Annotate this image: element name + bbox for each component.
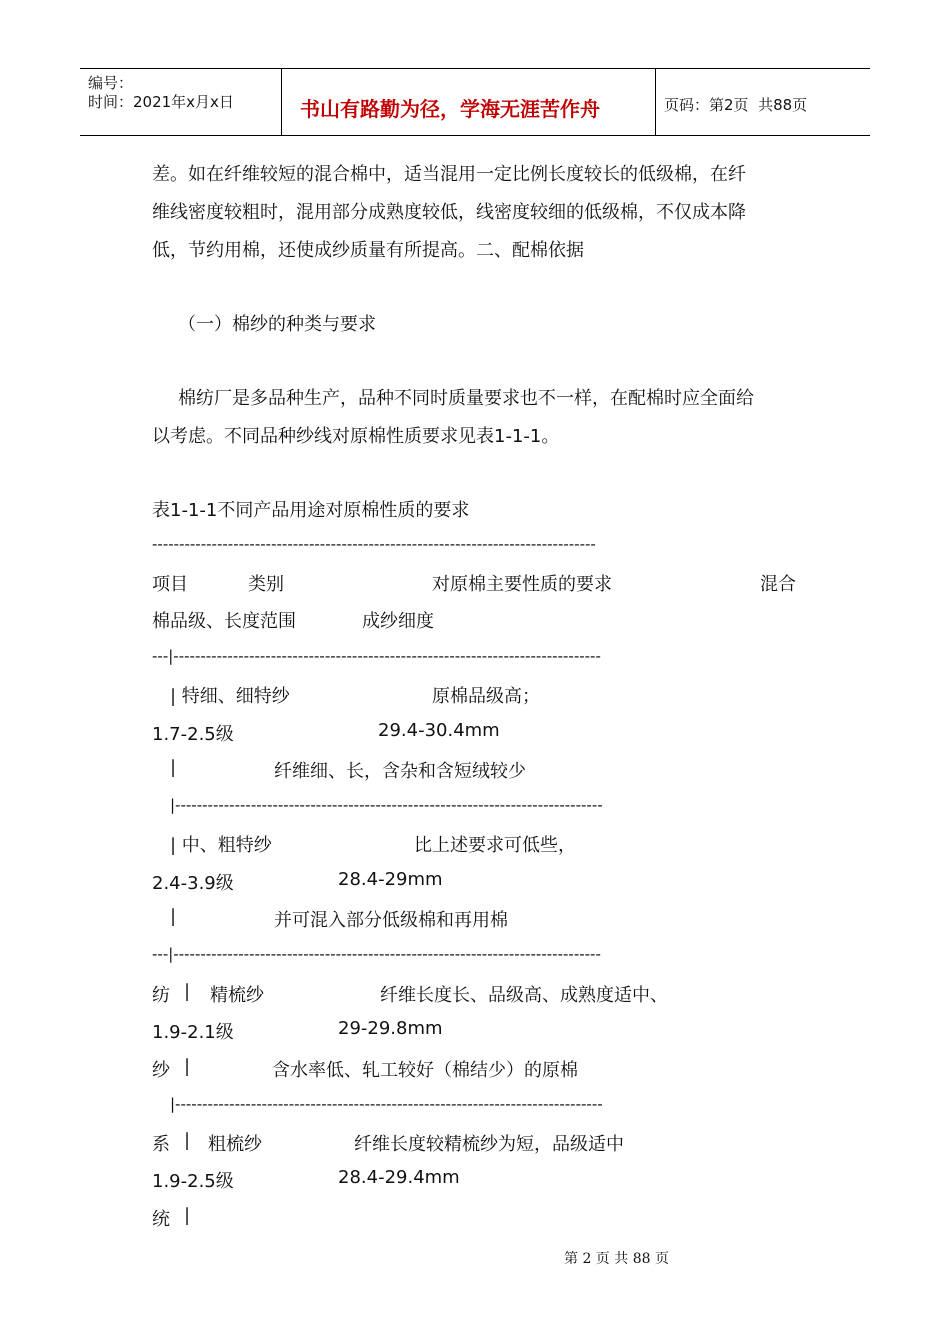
- row-length: 29.4-30.4mm: [378, 720, 500, 741]
- row-requirement-cont: 纤维细、长，含杂和含短绒较少: [274, 761, 526, 782]
- grade-unit: 级: [215, 1022, 234, 1043]
- row-requirement-cont: 含水率低、轧工较好（棉结少）的原棉: [272, 1060, 578, 1081]
- col-header-requirement: 对原棉主要性质的要求: [432, 574, 612, 595]
- grade-range: 1.9-2.5: [152, 1171, 216, 1192]
- row-category: 粗梳纱: [208, 1134, 262, 1155]
- row-side-char: 纺: [152, 985, 170, 1006]
- grade-unit: 级: [215, 724, 234, 745]
- row-bar: |: [184, 981, 191, 1002]
- row-bar: |: [184, 1130, 191, 1151]
- table-reference: 1-1-1: [494, 426, 542, 447]
- table-caption: [152, 496, 469, 522]
- row-length: 29-29.8mm: [338, 1018, 443, 1039]
- header-time-label: 时间：2021年x月x日: [88, 93, 234, 111]
- col-header-item: 项目: [152, 574, 188, 595]
- row-requirement: 纤维长度长、品级高、成熟度适中、: [380, 985, 668, 1006]
- row-grade: [152, 869, 234, 895]
- row-bar: |: [170, 906, 177, 927]
- section-heading: （一）棉纱的种类与要求: [178, 314, 376, 335]
- row-side-char: 系: [152, 1134, 170, 1155]
- row-requirement: 原棉品级高；: [432, 686, 540, 707]
- header-divider-left: [281, 68, 282, 136]
- col-header-fineness: 成纱细度: [362, 611, 434, 632]
- header-rule-top: [80, 68, 870, 69]
- col-header-category: 类别: [248, 574, 284, 595]
- row-length: 28.4-29.4mm: [338, 1167, 460, 1188]
- table-rule: |-------------------------------------------------------------------------------: [170, 1095, 603, 1113]
- grade-range: 1.7-2.5: [152, 724, 216, 745]
- row-side-char: 纱: [152, 1060, 170, 1081]
- paragraph-line: 维线密度较粗时，混用部分成熟度较低，线密度较细的低级棉，不仅成本降: [152, 202, 746, 223]
- grade-unit: 级: [215, 1171, 234, 1192]
- table-rule: |-------------------------------------------------------------------------------: [170, 796, 603, 814]
- row-category: | 特细、细特纱: [170, 686, 290, 707]
- caption-number: 1-1-1: [170, 500, 218, 521]
- row-bar: |: [184, 1056, 191, 1077]
- header-number-label: 编号：: [88, 74, 134, 92]
- row-bar: |: [170, 757, 177, 778]
- header-motto: 书山有路勤为径，学海无涯苦作舟: [300, 97, 600, 121]
- grade-unit: 级: [215, 873, 234, 894]
- row-category: | 中、粗特纱: [170, 835, 272, 856]
- col-header-grade-length: 棉品级、长度范围: [152, 611, 296, 632]
- footer-page-number: 第 2 页 共 88 页: [564, 1251, 669, 1267]
- header-rule-bottom: [80, 135, 870, 136]
- caption-prefix: 表: [152, 500, 170, 521]
- header-page-label: 页码：第2页 共88页: [664, 96, 808, 114]
- row-requirement: 纤维长度较精梳纱为短，品级适中: [354, 1134, 624, 1155]
- row-length: 28.4-29mm: [338, 869, 443, 890]
- row-grade: [152, 1167, 234, 1193]
- row-bar: |: [184, 1205, 191, 1226]
- row-category: 精梳纱: [210, 985, 264, 1006]
- row-requirement: 比上述要求可低些，: [414, 835, 576, 856]
- paragraph-punct: 。: [541, 426, 560, 447]
- row-requirement-cont: 并可混入部分低级棉和再用棉: [274, 910, 508, 931]
- header-divider-right: [655, 68, 656, 136]
- paragraph-line: 低，节约用棉，还使成纱质量有所提高。二、配棉依据: [152, 240, 584, 261]
- paragraph-line: 棉纺厂是多品种生产，品种不同时质量要求也不一样，在配棉时应全面给: [178, 388, 754, 409]
- table-rule-top: ----------------------------------------------------------------------------------: [152, 535, 596, 553]
- paragraph-text: 以考虑。不同品种纱线对原棉性质要求见表: [152, 426, 494, 447]
- paragraph-line: [152, 422, 559, 448]
- row-grade: [152, 1018, 234, 1044]
- table-rule: ---|-------------------------------------------------------------------------------: [152, 945, 601, 963]
- row-grade: [152, 720, 234, 746]
- table-rule: ---|-------------------------------------------------------------------------------: [152, 647, 601, 665]
- col-header-mix: 混合: [760, 574, 796, 595]
- grade-range: 1.9-2.1: [152, 1022, 216, 1043]
- caption-text: 不同产品用途对原棉性质的要求: [217, 500, 470, 521]
- paragraph-line: 差。如在纤维较短的混合棉中，适当混用一定比例长度较长的低级棉，在纤: [152, 164, 746, 185]
- row-side-char: 统: [152, 1209, 170, 1230]
- grade-range: 2.4-3.9: [152, 873, 216, 894]
